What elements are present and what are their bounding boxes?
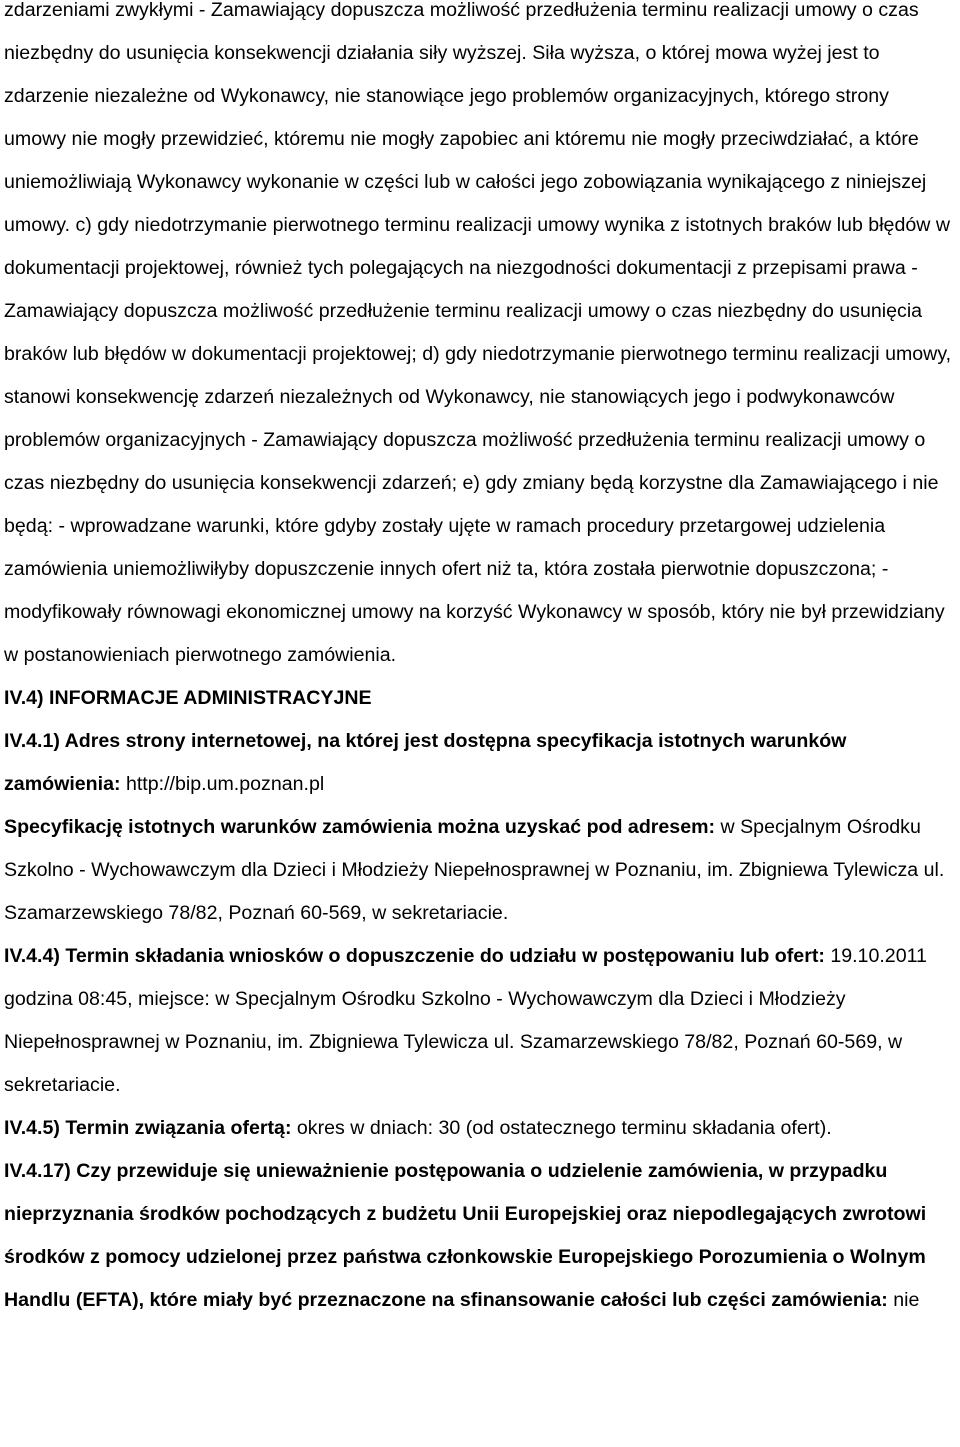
field-value: okres w dniach: 30 (od ostatecznego terminu składania ofert). (291, 1117, 832, 1139)
body-paragraph-continuation: zdarzeniami zwykłymi - Zamawiający dopuszcza możliwość przedłużenia terminu realizacji umowy o czas niezbędny do usunięcia konsekwencji działania siły wyższej. Siła wyższa, o której mowa wyżej jest to zdarzenie niezależne od Wykonawcy, nie stanowiące jego problemów organizacyjnych, którego strony umowy nie mogły przewidzieć, któremu nie mogły zapobiec ani któremu nie mogły przeciwdziałać, a które uniemożliwiają Wykonawcy wykonanie w części lub w całości jego zobowiązania wynikającego z niniejszej umowy. c) gdy niedotrzymanie pierwotnego terminu realizacji umowy wynika z istotnych braków lub błędów w dokumentacji projektowej, również tych polegających na niezgodności dokumentacji z przepisami prawa - Zamawiający dopuszcza możliwość przedłużenie terminu realizacji umowy o czas niezbędny do usunięcia braków lub błędów w dokumentacji projektowej; d) gdy niedotrzymanie pierwotnego terminu realizacji umowy, stanowi konsekwencję zdarzeń niezależnych od Wykonawcy, nie stanowiących jego i podwykonawców problemów organizacyjnych - Zamawiający dopuszcza możliwość przedłużenia terminu realizacji umowy o czas niezbędny do usunięcia konsekwencji zdarzeń; e) gdy zmiany będą korzystne dla Zamawiającego i nie będą: - wprowadzane warunki, które gdyby zostały ujęte w ramach procedury przetargowej udzielenia zamówienia uniemożliwiłyby dopuszczenie innych ofert niż ta, która została pierwotnie dopuszczona; - modyfikowały równowagi ekonomicznej umowy na korzyść Wykonawcy w sposób, który nie był przewidziany w postanowieniach pierwotnego zamówienia. (4, 0, 952, 666)
section-iv417-cancellation (4, 1150, 956, 1322)
field-label: IV.4.17) Czy przewiduje się unieważnienie postępowania o udzielenie zamówienia, w przypadku nieprzyznania środków pochodzących z budżetu Unii Europejskiej oraz niepodlegających zwrotowi środków z pomocy udzielonej przez państwa członkowskie Europejskiego Porozumienia o Wolnym Handlu (EFTA), które miały być przeznaczone na sfinansowanie całości lub części zamówienia: (4, 1160, 927, 1311)
field-value: 19.10.2011 godzina 08:45, miejsce: w Specjalnym Ośrodku Szkolno - Wychowawczym dla Dzieci i Młodzieży Niepełnosprawnej w Poznaniu, im. Zbigniewa Tylewicza ul. Szamarzewskiego 78/82, Poznań 60-569, w sekretariacie. (4, 945, 927, 1096)
section-iv44-deadline (4, 935, 956, 1107)
field-value-url: http://bip.um.poznan.pl (120, 773, 325, 795)
field-label: Specyfikację istotnych warunków zamówienia można uzyskać pod adresem: (4, 816, 716, 838)
field-label: IV.4.5) Termin związania ofertą: (4, 1117, 292, 1139)
field-value: w Specjalnym Ośrodku Szkolno - Wychowawczym dla Dzieci i Młodzieży Niepełnosprawnej w Poznaniu, im. Zbigniewa Tylewicza ul. Szamarzewskiego 78/82, Poznań 60-569, w sekretariacie. (4, 816, 945, 924)
section-iv45-binding-period (4, 1107, 956, 1150)
field-value: nie (887, 1289, 920, 1311)
section-heading-iv4 (4, 677, 956, 720)
section-siwz-address (4, 806, 956, 935)
section-iv41-website (4, 720, 956, 806)
field-label: IV.4.1) Adres strony internetowej, na której jest dostępna specyfikacja istotnych warunków zamówienia: (4, 730, 847, 795)
heading-text: IV.4) INFORMACJE ADMINISTRACYJNE (4, 687, 372, 709)
field-label: IV.4.4) Termin składania wniosków o dopuszczenie do udziału w postępowaniu lub ofert: (4, 945, 825, 967)
